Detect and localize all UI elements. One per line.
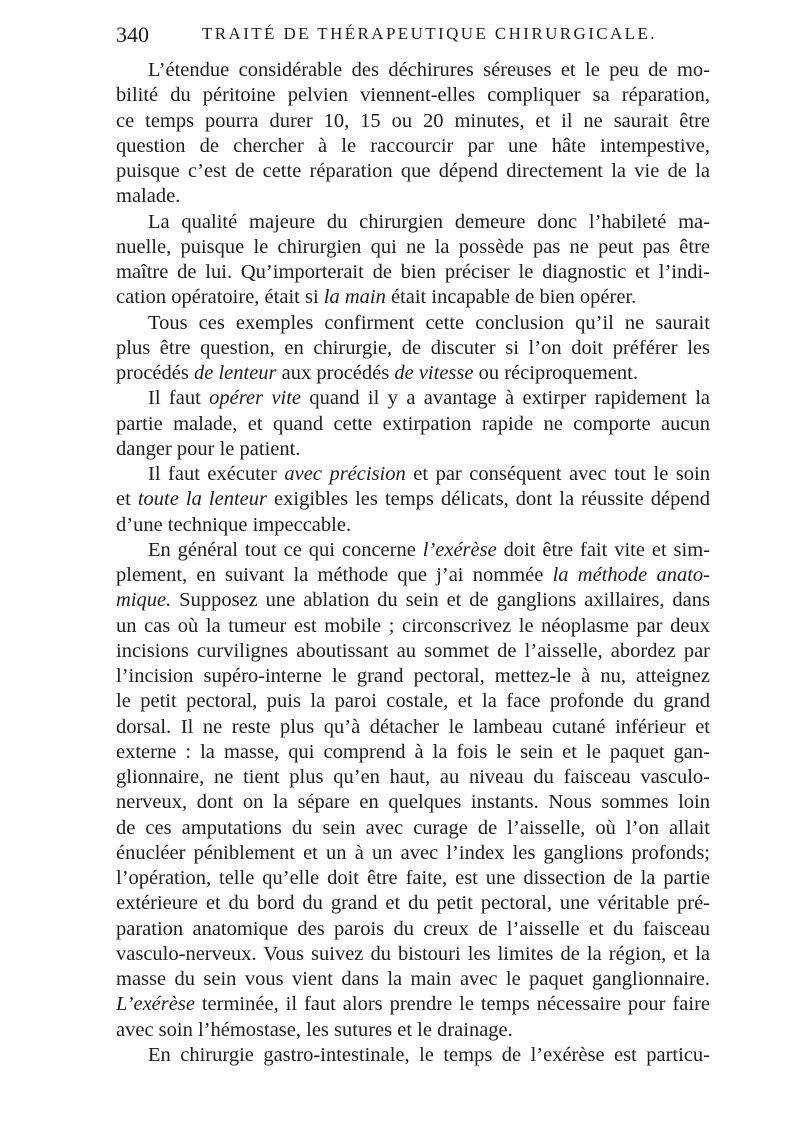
- text-line: [116, 563, 710, 588]
- line-text: Tous ces exemples confirment cette conclusion qu’il ne saurait: [148, 311, 710, 334]
- italic-text: avec précision: [284, 463, 406, 485]
- line-text: extérieure et du bord du grand et du petit pectoral, une véritable pré-: [116, 892, 710, 915]
- text-line: [116, 992, 710, 1017]
- line-text: quand il y a avantage à extirper rapidement la: [301, 387, 710, 410]
- line-text: terminée, il faut alors prendre le temps nécessaire pour faire: [194, 993, 710, 1016]
- line-text: aux procédés: [276, 362, 395, 384]
- line-text: La qualité majeure du chirurgien demeure donc l’habileté ma-: [148, 210, 710, 233]
- line-text: question de chercher à le raccourcir par une hâte intempestive,: [116, 134, 710, 157]
- line-text: et: [116, 488, 138, 511]
- line-text: le petit pectoral, puis la paroi costale, et la face profonde du grand: [116, 690, 710, 713]
- text-line: [116, 386, 710, 411]
- line-text: exigibles les temps délicats, dont la réussite dépend: [266, 488, 710, 511]
- line-text: danger pour le patient.: [116, 437, 301, 460]
- line-text: l’incision supéro-interne le grand pectoral, mettez-le à nu, atteignez: [116, 665, 710, 687]
- line-text: et par conséquent avec tout le soin: [405, 463, 710, 485]
- text-line: [116, 487, 710, 512]
- line-text: procédés: [116, 362, 194, 384]
- italic-text: de vitesse: [394, 362, 474, 384]
- text-line: [116, 260, 710, 285]
- line-text: vasculo-nerveux. Vous suivez du bistouri les limites de la région, et la: [116, 942, 710, 965]
- italic-text: la main: [323, 286, 386, 309]
- running-title: TRAITÉ DE THÉRAPEUTIQUE CHIRURGICALE.: [202, 24, 657, 43]
- line-text: doit être fait vite et sim-: [496, 538, 710, 561]
- text-line: [116, 588, 710, 613]
- text-line: [116, 639, 710, 664]
- line-text: puisque c’est de cette réparation que dépend directement la vie de la: [116, 160, 710, 182]
- body-text: [116, 58, 710, 1068]
- text-line: [116, 614, 710, 639]
- text-line: [116, 765, 710, 790]
- text-line: [116, 1043, 710, 1068]
- italic-text: toute la lenteur: [137, 488, 267, 511]
- line-text: d’une technique impeccable.: [116, 513, 352, 536]
- line-text: plement, en suivant la méthode que j’ai nommée: [116, 564, 553, 586]
- italic-text: L’exérèse: [116, 993, 195, 1016]
- text-line: [116, 311, 710, 336]
- line-text: ce temps pourra durer 10, 15 ou 20 minutes, et il ne saurait être: [116, 109, 710, 132]
- text-line: [116, 109, 710, 134]
- line-text: L’étendue considérable des déchirures séreuses et le peu de mo-: [148, 59, 710, 81]
- line-text: masse du sein vous vient dans la main avec le paquet ganglionnaire.: [116, 968, 710, 990]
- line-text: l’opération, telle qu’elle doit être faite, est une dissection de la partie: [116, 867, 710, 889]
- page-number: 340: [116, 22, 149, 47]
- line-text: incisions curvilignes aboutissant au sommet de l’aisselle, abordez par: [116, 639, 710, 662]
- text-line: [116, 967, 710, 992]
- line-text: était incapable de bien opérer.: [385, 286, 637, 309]
- text-line: [116, 462, 710, 487]
- text-line: [116, 664, 710, 689]
- text-line: [116, 437, 710, 462]
- page-header: [116, 20, 716, 48]
- text-line: [116, 184, 710, 209]
- line-text: partie malade, et quand cette extirpation rapide ne comporte aucun: [116, 412, 710, 435]
- text-line: [116, 942, 710, 967]
- text-line: [116, 689, 710, 714]
- text-line: [116, 1018, 710, 1043]
- italic-text: l’exérèse: [422, 538, 497, 561]
- text-line: [116, 841, 710, 866]
- text-line: [116, 83, 710, 108]
- text-line: [116, 361, 710, 386]
- text-line: [116, 866, 710, 891]
- line-text: bilité du péritoine pelvien viennent-elles compliquer sa réparation,: [116, 84, 710, 107]
- line-text: externe : la masse, qui comprend à la fois le sein et le paquet gan-: [116, 740, 710, 763]
- line-text: ou réciproquement.: [473, 362, 638, 384]
- line-text: En général tout ce qui concerne: [148, 538, 423, 561]
- line-text: de ces amputations du sein avec curage de l’aisselle, où l’on allait: [116, 816, 710, 839]
- line-text: avec soin l’hémostase, les sutures et le drainage.: [116, 1018, 513, 1041]
- line-text: paration anatomique des parois du creux de l’aisselle et du faisceau: [116, 917, 710, 940]
- text-line: [116, 285, 710, 310]
- text-line: [116, 790, 710, 815]
- text-line: [116, 891, 710, 916]
- line-text: Supposez une ablation du sein et de ganglions axillaires, dans: [171, 589, 710, 612]
- text-line: [116, 159, 710, 184]
- line-text: Il faut: [148, 387, 210, 410]
- line-text: dorsal. Il ne reste plus qu’à détacher le lambeau cutané inférieur et: [116, 715, 710, 738]
- text-line: [116, 58, 710, 83]
- text-line: [116, 816, 710, 841]
- text-line: [116, 336, 710, 361]
- text-line: [116, 235, 710, 260]
- line-text: En chirurgie gastro-intestinale, le temps de l’exérèse est particu-: [148, 1043, 710, 1066]
- text-line: [116, 210, 710, 235]
- text-line: [116, 134, 710, 159]
- italic-text: la méthode anato-: [552, 564, 710, 586]
- line-text: cation opératoire, était si: [116, 286, 324, 309]
- line-text: un cas où la tumeur est mobile ; circonscrivez le néoplasme par deux: [116, 614, 710, 637]
- line-text: malade.: [116, 185, 181, 208]
- italic-text: de lenteur: [193, 362, 277, 384]
- text-line: [116, 740, 710, 765]
- text-line: [116, 538, 710, 563]
- line-text: Il faut exécuter: [148, 463, 285, 485]
- line-text: énucléer péniblement et un à un avec l’index les ganglions profonds;: [116, 841, 710, 864]
- text-line: [116, 917, 710, 942]
- italic-text: mique.: [116, 589, 172, 612]
- italic-text: opérer vite: [209, 387, 302, 410]
- text-line: [116, 513, 710, 538]
- line-text: maître de lui. Qu’importerait de bien préciser le diagnostic et l’indi-: [116, 261, 710, 283]
- line-text: nerveux, dont on la sépare en quelques instants. Nous sommes loin: [116, 791, 710, 814]
- text-line: [116, 715, 710, 740]
- text-line: [116, 412, 710, 437]
- line-text: glionnaire, ne tient plus qu’en haut, au niveau du faisceau vasculo-: [116, 766, 710, 788]
- line-text: plus être question, en chirurgie, de discuter si l’on doit préférer les: [116, 336, 710, 359]
- line-text: nuelle, puisque le chirurgien qui ne la possède pas ne peut pas être: [116, 235, 710, 258]
